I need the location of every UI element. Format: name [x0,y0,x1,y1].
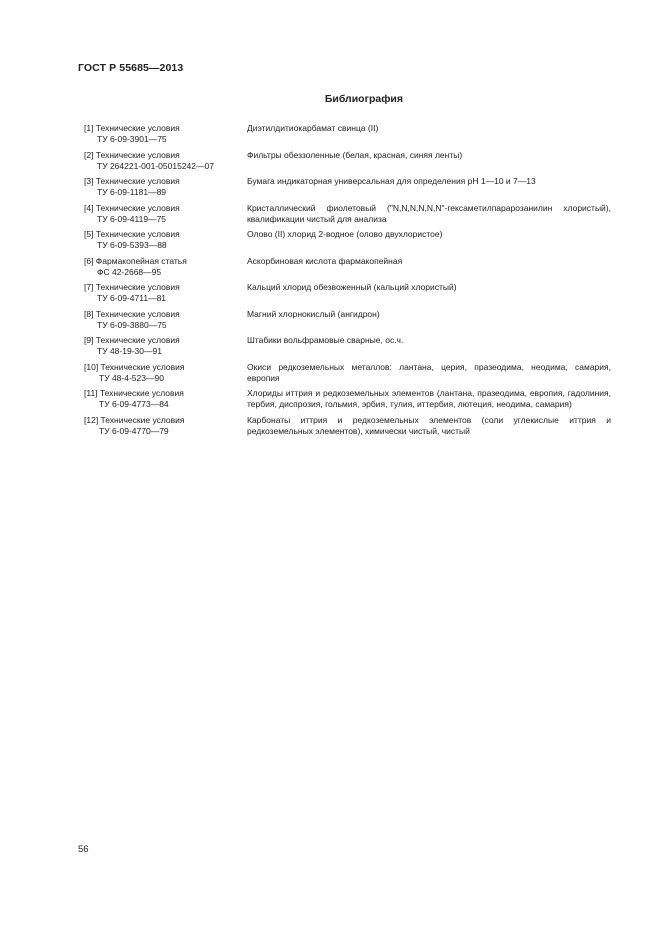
bibliography-entry [84,150,611,172]
bibliography-entry [84,388,611,410]
entry-reference: [8] Технические условия ТУ 6-09-3880—75 [84,308,180,330]
section-title: Библиография [324,93,403,105]
bibliography-entry [84,282,611,304]
entry-reference: [3] Технические условия ТУ 6-09-1181—89 [84,176,180,197]
entry-description: Олово (II) хлорид 2-водное (олово двухлористое) [247,229,443,239]
entry-reference: [6] Фармакопейная статья ФС 42-2668—95 [84,255,187,277]
entry-description: Кальций хлорид обезвоженный (кальций хлористый) [247,282,457,292]
entry-reference: [7] Технические условия ТУ 6-09-4711—81 [84,282,180,303]
page-number: 56 [78,844,89,855]
entry-description: Фильтры обеззоленные (белая, красная, синяя ленты) [247,149,463,160]
entry-reference: [2] Технические условия ТУ 264221-001-05015242—07 [84,149,214,171]
entry-reference: [5] Технические условия ТУ 6-09-5393—88 [84,229,180,250]
entry-reference: [4] Технические условия ТУ 6-09-4119—75 [84,202,180,224]
entry-description: Бумага индикаторная универсальная для определения pH 1—10 и 7—13 [247,176,536,186]
entry-reference: [10] Технические условия ТУ 48-4-523—90 [84,361,185,383]
entry-description: Штабики вольфрамовые сварные, ос.ч. [247,335,404,345]
entry-reference: [12] Технические условия ТУ 6-09-4770—79 [84,414,185,436]
entry-description: Окиси редкоземельных металлов: лантана, церия, празеодима, неодима, самария, европия [247,361,611,383]
entry-reference: [9] Технические условия ТУ 48-19-30—91 [84,335,180,356]
entry-description: Хлориды иттрия и редкоземельных элементов (лантана, празеодима, европия, гадолиния, тербия, диспрозия, гольмия, эрбия, тулия, иттербия, лютеция, неодима, самария) [247,388,611,409]
bibliography-list [84,123,611,441]
entry-description: Магний хлорнокислый (ангидрон) [247,308,380,319]
bibliography-entry [84,309,611,331]
bibliography-entry [84,256,611,278]
bibliography-entry [84,176,611,198]
entry-description: Карбонаты иттрия и редкоземельных элементов (соли углекислые иттрия и редкоземельных элементов), химически чистый, чистый [247,414,611,436]
entry-reference: [1] Технические условия ТУ 6-09-3901—75 [84,123,180,144]
entry-description: Кристаллический фиолетовый ("N,N,N,N,N,N"-гексаметилпарарозанилин хлористый), квалификации чистый для анализа [247,202,611,224]
bibliography-entry [84,229,611,251]
bibliography-entry [84,335,611,357]
bibliography-entry [84,123,611,145]
entry-reference: [11] Технические условия ТУ 6-09-4773—84 [84,388,184,409]
bibliography-entry [84,362,611,384]
document-header: ГОСТ Р 55685—2013 [78,62,184,74]
bibliography-entry [84,203,611,225]
entry-description: Аскорбиновая кислота фармакопейная [247,255,403,266]
bibliography-entry [84,415,611,437]
entry-description: Диэтилдитиокарбамат свинца (II) [247,123,379,133]
